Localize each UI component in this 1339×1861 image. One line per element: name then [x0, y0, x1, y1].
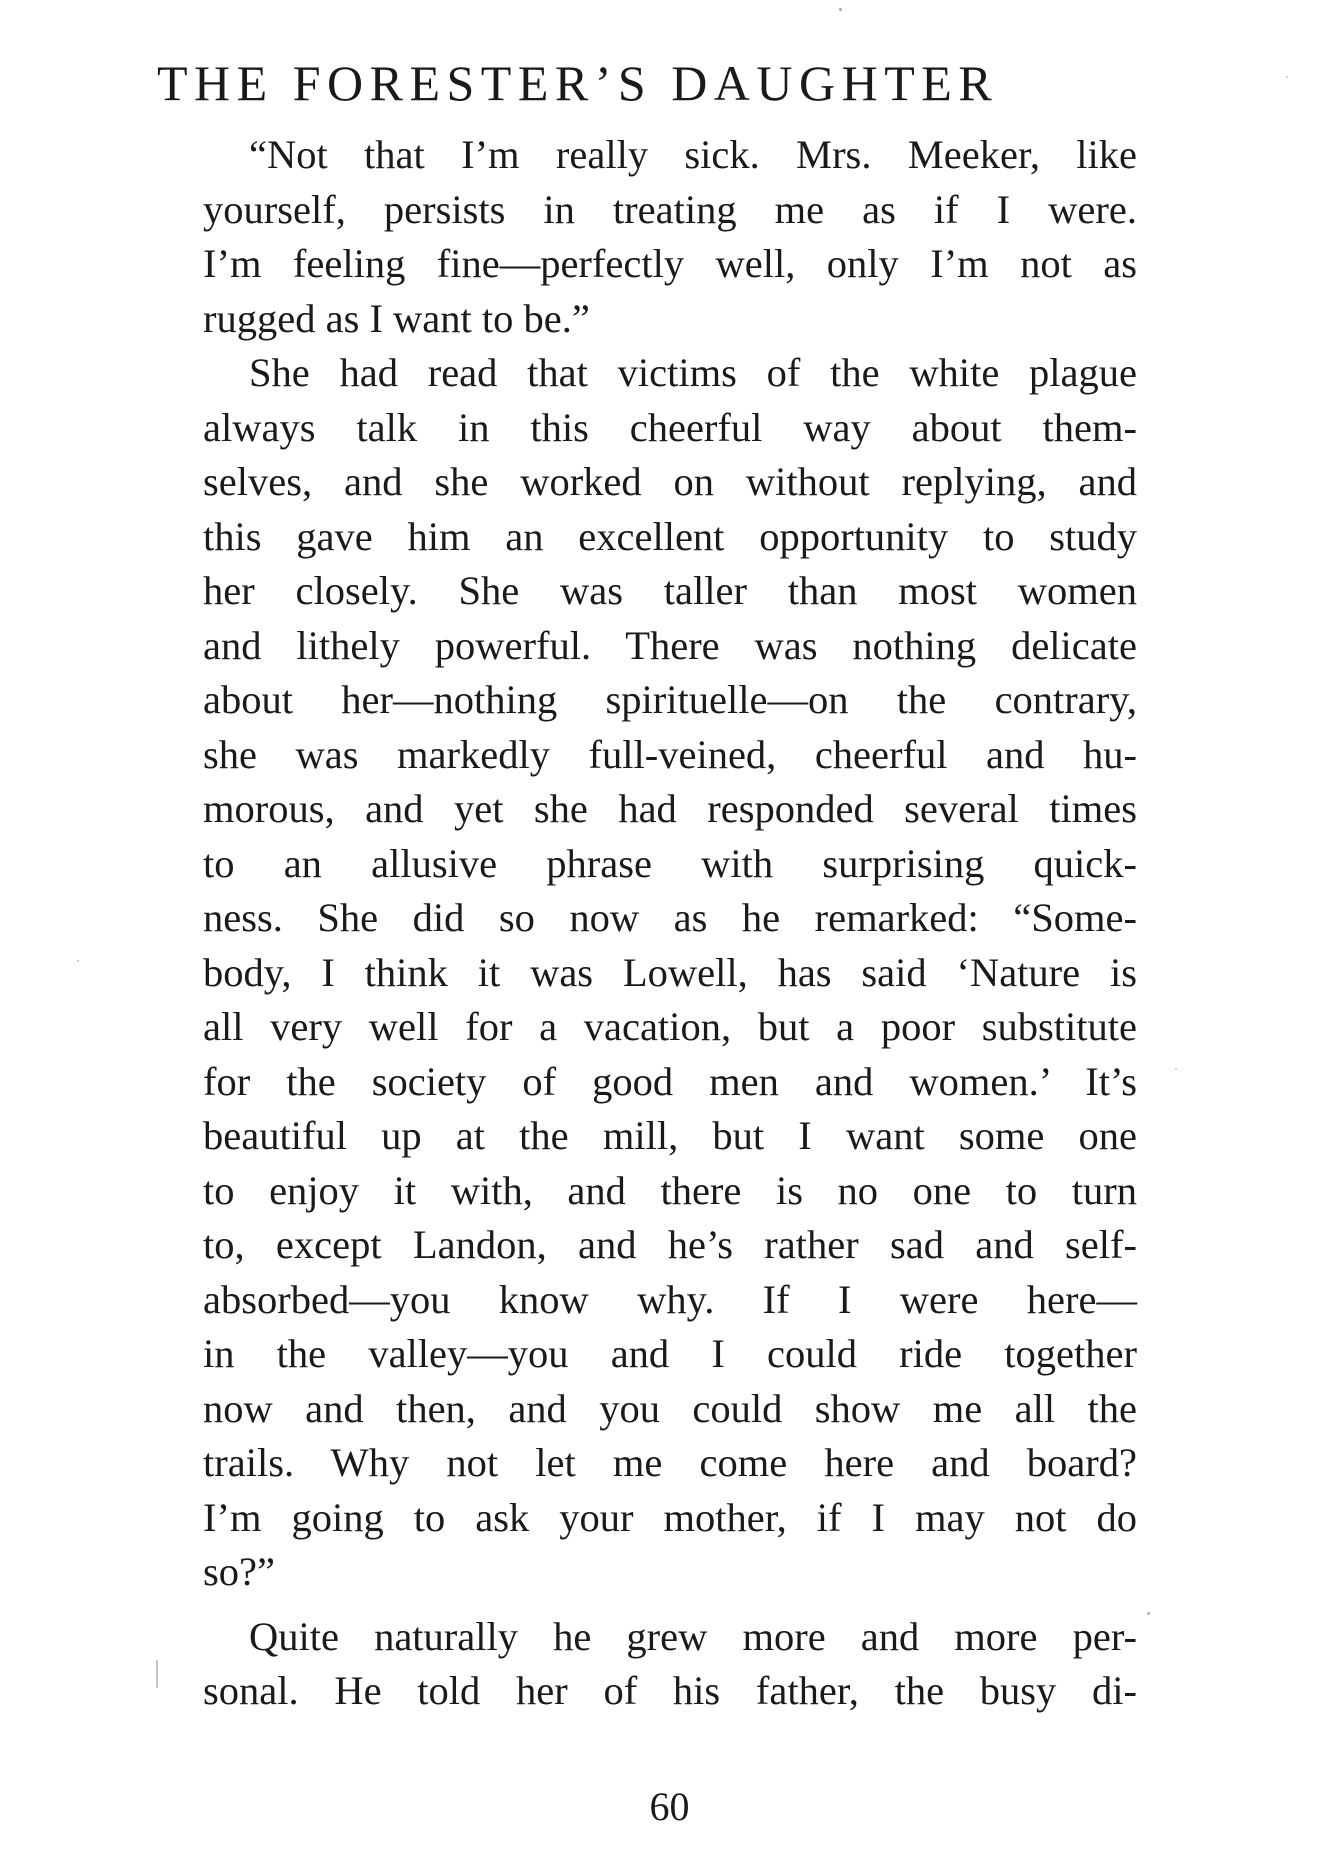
scan-speck	[77, 960, 79, 962]
text-line: She had read that victims of the white plague	[249, 350, 1137, 395]
text-line: for the society of good men and women.’ It’s	[203, 1058, 1137, 1104]
text-line: ness. She did so now as he remarked: “Some-	[203, 895, 1137, 940]
text-line: selves, and she worked on without replying, and	[203, 459, 1137, 504]
text-line: morous, and yet she had responded several times	[203, 786, 1137, 831]
text-line: so?”	[203, 1549, 275, 1594]
paragraph-1	[157, 128, 1137, 346]
text-line: absorbed—you know why. If I were here—	[203, 1276, 1137, 1322]
text-line: body, I think it was Lowell, has said ‘Nature is	[203, 949, 1137, 995]
text-line: I’m feeling fine—perfectly well, only I’m not as	[203, 241, 1137, 286]
text-line: all very well for a vacation, but a poor substitute	[203, 1004, 1137, 1049]
text-line: “Not that I’m really sick. Mrs. Meeker, like	[249, 132, 1137, 177]
scan-speck	[839, 8, 842, 11]
text-line: beautiful up at the mill, but I want some one	[203, 1113, 1137, 1158]
text-line: now and then, and you could show me all the	[203, 1385, 1137, 1431]
text-line: this gave him an excellent opportunity to study	[203, 513, 1137, 559]
text-line: her closely. She was taller than most women	[203, 568, 1137, 613]
text-line: rugged as I want to be.”	[203, 295, 590, 341]
book-page	[157, 48, 1137, 1719]
text-line: I’m going to ask your mother, if I may not do	[203, 1494, 1137, 1540]
text-line: sonal. He told her of his father, the busy di-	[203, 1668, 1137, 1713]
scan-speck	[1147, 1612, 1150, 1615]
text-line: and lithely powerful. There was nothing delicate	[203, 622, 1137, 668]
text-line: in the valley—you and I could ride together	[203, 1331, 1137, 1376]
text-line: about her—nothing spirituelle—on the contrary,	[203, 677, 1137, 722]
text-line: she was markedly full-veined, cheerful and hu-	[203, 731, 1137, 777]
paragraph-3	[157, 1610, 1137, 1719]
text-line: yourself, persists in treating me as if I were.	[203, 186, 1137, 232]
text-line: always talk in this cheerful way about them-	[203, 404, 1137, 450]
text-line: to, except Landon, and he’s rather sad and self-	[203, 1222, 1137, 1267]
running-head: THE FORESTER’S DAUGHTER	[157, 55, 999, 111]
page-number: 60	[649, 1784, 690, 1829]
text-line: trails. Why not let me come here and board?	[203, 1440, 1137, 1485]
text-line: to enjoy it with, and there is no one to turn	[203, 1167, 1137, 1213]
text-line: Quite naturally he grew more and more per-	[249, 1613, 1137, 1659]
scan-speck	[1175, 1068, 1177, 1070]
scan-speck	[1286, 76, 1288, 78]
text-line: to an allusive phrase with surprising quick-	[203, 840, 1137, 886]
scan-speck	[156, 1660, 158, 1688]
paragraph-2	[157, 346, 1137, 1600]
